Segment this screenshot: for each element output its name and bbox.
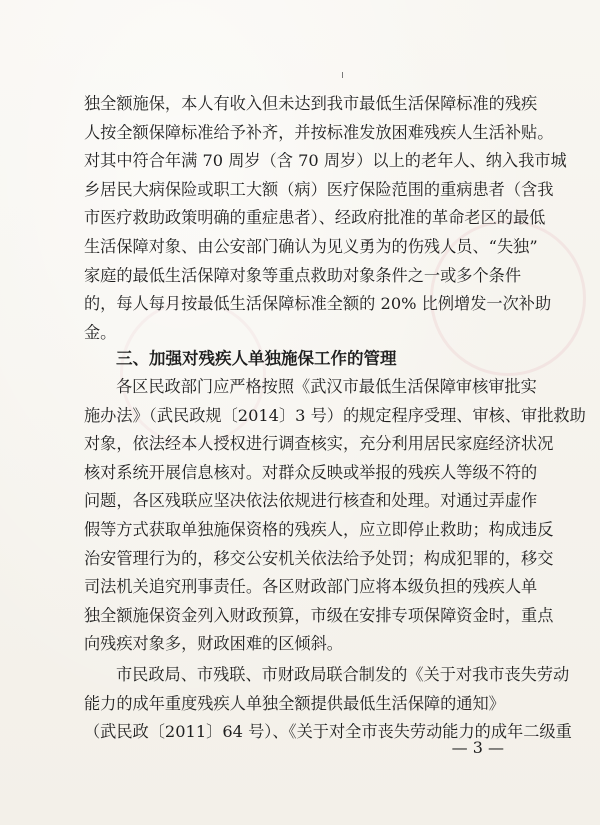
text-line: 独全额施保资金列入财政预算，市级在安排专项保障资金时，重点	[84, 605, 554, 625]
text-line: 的，每人每月按最低生活保障标准全额的 20% 比例增发一次补助	[84, 294, 552, 314]
text-line: 独全额施保，本人有收入但未达到我市最低生活保障标准的残疾	[84, 94, 538, 113]
scan-mark	[342, 72, 343, 78]
text-line: 金。	[84, 322, 117, 342]
text-line: 各区民政部门应严格按照《武汉市最低生活保障审核审批实	[116, 377, 537, 396]
text-line: 生活保障对象、由公安部门确认为见义勇为的伤残人员、“失独”	[84, 236, 538, 256]
text-line: 施办法》（武民政规〔2014〕3 号）的规定程序受理、审核、审批救助	[84, 405, 586, 425]
text-line: 对象，依法经本人授权进行调查核实，充分利用居民家庭经济状况	[84, 434, 554, 454]
section-heading: 三、加强对残疾人单独施保工作的管理	[116, 349, 397, 368]
text-line: 治安管理行为的，移交公安机关依法给予处罚；构成犯罪的，移交	[84, 548, 554, 568]
text-line: （武民政〔2011〕64 号）、《关于对全市丧失劳动能力的成年二级重	[84, 722, 572, 742]
text-line: 向残疾对象多，财政困难的区倾斜。	[84, 634, 343, 654]
text-line: 司法机关追究刑事责任。各区财政部门应将本级负担的残疾人单	[84, 577, 538, 597]
text-line: 市医疗救助政策明确的重症患者）、经政府批准的革命老区的最低	[84, 208, 546, 228]
text-line: 乡居民大病保险或职工大额（病）医疗保险范围的重病患者（含我	[84, 179, 554, 199]
page-number: — 3 —	[451, 738, 504, 757]
text-line: 能力的成年重度残疾人单独全额提供最低生活保障的通知》	[84, 693, 505, 713]
text-line: 人按全额保障标准给予补齐，并按标准发放困难残疾人生活补贴。	[84, 122, 554, 142]
text-line: 对其中符合年满 70 周岁（含 70 周岁）以上的老年人、纳入我市城	[84, 151, 567, 171]
text-line: 市民政局、市残联、市财政局联合制发的《关于对我市丧失劳动	[116, 665, 570, 684]
paragraph-1	[84, 90, 567, 347]
text-line: 假等方式获取单独施保资格的残疾人，应立即停止救助；构成违反	[84, 519, 554, 539]
text-line: 核对系统开展信息核对。对群众反映或举报的残疾人等级不符的	[84, 462, 538, 482]
text-line: 家庭的最低生活保障对象等重点救助对象条件之一或多个条件	[84, 265, 522, 285]
text-line: 问题，各区残联应坚决依法依规进行核查和处理。对通过弄虚作	[84, 491, 538, 511]
paragraph-3	[84, 661, 572, 747]
paragraph-2	[84, 373, 586, 659]
